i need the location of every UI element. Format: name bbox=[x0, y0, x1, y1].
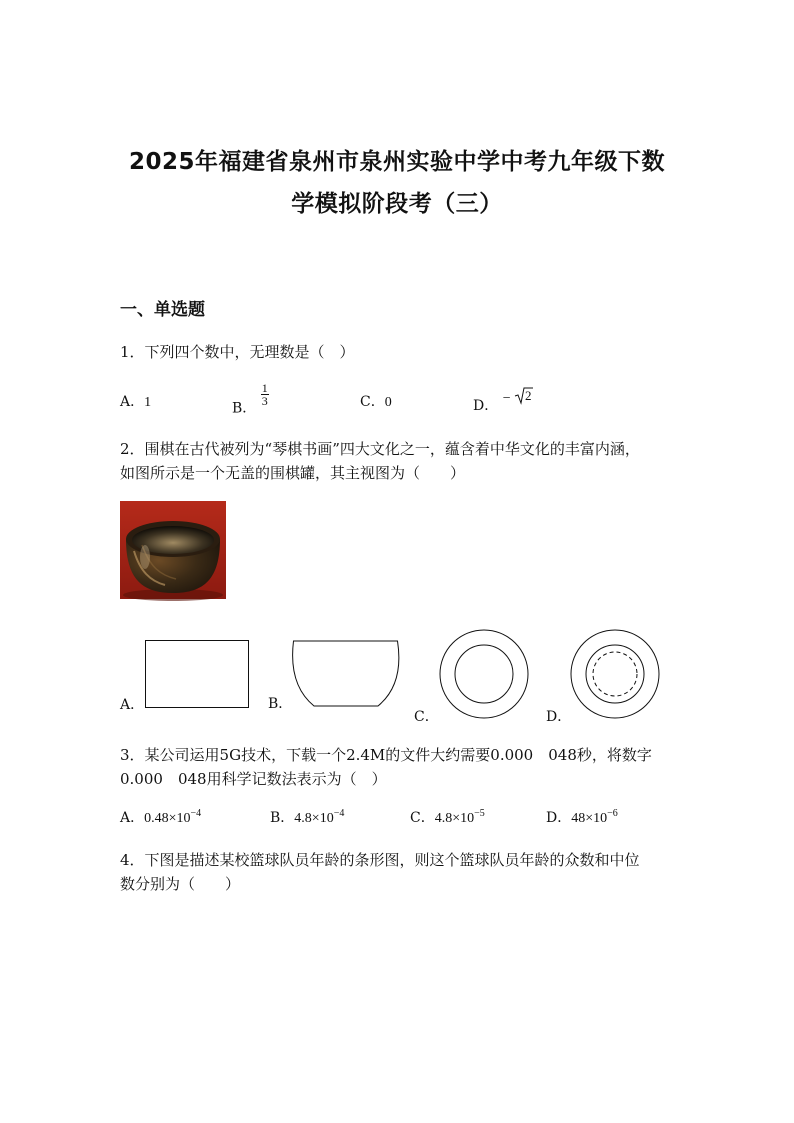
q2-option-a-label: A． bbox=[120, 697, 145, 713]
q2-option-b-bowl-figure bbox=[292, 640, 400, 712]
q2-option-b-label: B． bbox=[268, 696, 293, 712]
q1-option-c: C．0 bbox=[360, 394, 392, 410]
q3-option-a: A．$0.48\times 10^{-4}$ bbox=[120, 808, 202, 826]
fraction: $\frac{1}{3}$ bbox=[261, 381, 268, 408]
q2-option-a-rectangle-figure bbox=[145, 640, 249, 712]
question-4-stem-line2: 数分别为（ ） bbox=[120, 875, 241, 893]
question-3-stem-line1: 3．某公司运用5G技术，下载一个2.4M的文件大约需要0.000 048秒，将数字 bbox=[120, 746, 652, 764]
question-2-stem-line2: 如图所示是一个无盖的围棋罐，其主视图为（ ） bbox=[120, 464, 466, 482]
document-title-line2: 学模拟阶段考（三） bbox=[291, 191, 503, 217]
q1-option-b: B． $\frac{1}{3}$ bbox=[232, 381, 268, 417]
q2-option-c-concentric-circles-figure bbox=[439, 629, 529, 723]
q1-option-d: D． − 2 bbox=[473, 388, 532, 414]
q3-option-c: C．$4.8\times 10^{-5}$ bbox=[410, 808, 485, 826]
question-2-stem-line1: 2．围棋在古代被列为“琴棋书画”四大文化之一，蕴含着中华文化的丰富内涵， bbox=[120, 440, 640, 458]
q2-option-c-label: C． bbox=[414, 709, 439, 725]
square-root-icon: 2 bbox=[515, 387, 533, 403]
document-title-line1: 2025年福建省泉州市泉州实验中学中考九年级下数 bbox=[128, 149, 665, 175]
q2-option-d-dashed-circles-figure bbox=[570, 629, 660, 723]
q3-option-b: B．$4.8\times 10^{-4}$ bbox=[270, 808, 345, 826]
go-bowl-photo bbox=[120, 501, 226, 599]
q2-option-d-label: D． bbox=[546, 709, 572, 725]
section-heading: 一、单选题 bbox=[120, 300, 205, 320]
question-4-stem-line1: 4．下图是描述某校篮球队员年龄的条形图，则这个篮球队员年龄的众数和中位 bbox=[120, 851, 640, 869]
question-1-stem: 1．下列四个数中，无理数是（ ） bbox=[120, 343, 355, 361]
q1-option-a: A．1 bbox=[120, 394, 152, 410]
q3-option-d: D．$48\times 10^{-6}$ bbox=[546, 808, 618, 826]
question-3-stem-line2: 0.000 048用科学记数法表示为（ ） bbox=[120, 770, 387, 788]
